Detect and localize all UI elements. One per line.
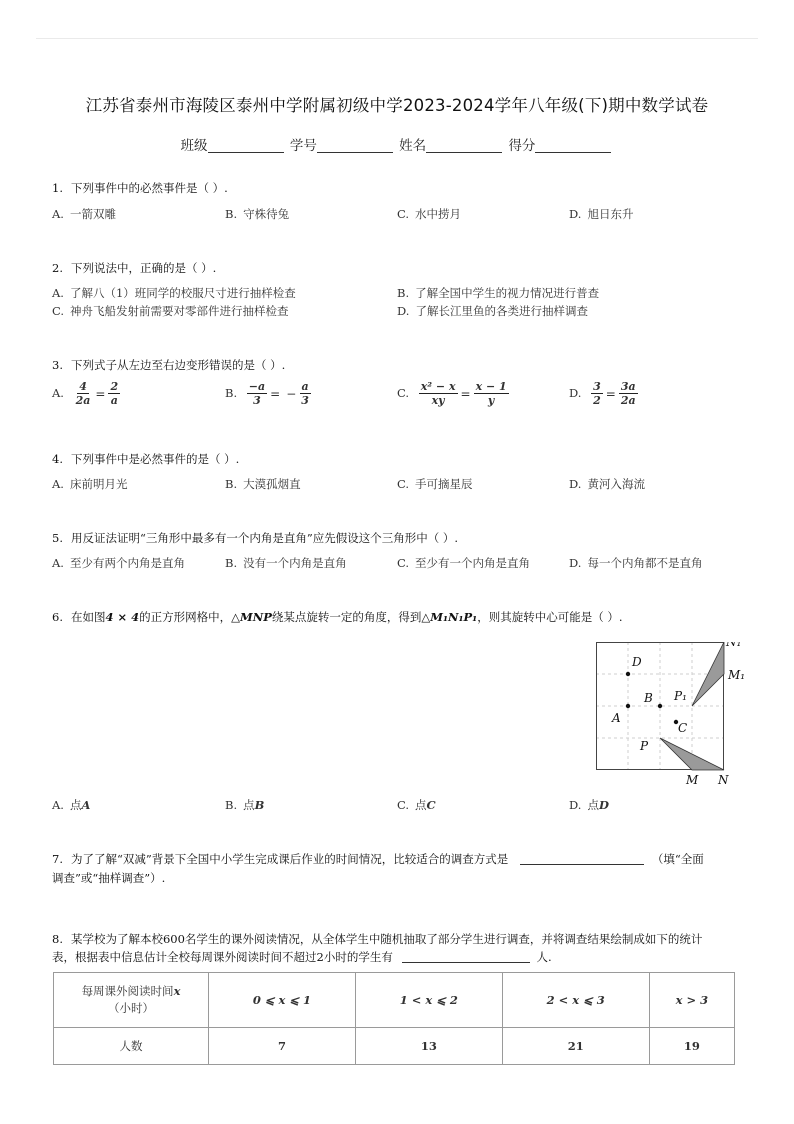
question-5-option-d[interactable]: D. 每一个内角都不是直角 xyxy=(569,556,703,570)
label-d: D xyxy=(632,655,642,669)
question-1-option-c[interactable]: C. 水中捞月 xyxy=(397,207,462,221)
question-2-option-c[interactable]: C. 神舟飞船发射前需要对零部件进行抽样检查 xyxy=(52,304,289,318)
table-header-cell: 1 < x ⩽ 2 xyxy=(355,973,502,1028)
question-1-option-b[interactable]: B. 守株待兔 xyxy=(225,207,290,221)
fraction: $\frac{4}{2a}$ xyxy=(75,380,91,407)
question-1-option-a[interactable]: A. 一箭双雕 xyxy=(52,207,116,221)
question-4-option-b[interactable]: B. 大漠孤烟直 xyxy=(225,477,301,491)
student-info-line xyxy=(0,134,794,154)
question-7-stem: 7. 为了了解“双减”背景下全国中小学生完成课后作业的时间情况，比较适合的调查方式是 （填“全面 xyxy=(52,852,704,866)
question-4-option-d[interactable]: D. 黄河入海流 xyxy=(569,477,645,491)
fraction: $\frac{3}{2}$ xyxy=(593,380,601,407)
label-m1: M₁ xyxy=(728,668,746,682)
question-6-option-c[interactable]: C. 点C xyxy=(397,798,436,812)
question-4-stem: 4. 下列事件中是必然事件的是（ ）. xyxy=(52,452,240,466)
question-5-option-a[interactable]: A. 至少有两个内角是直角 xyxy=(52,556,185,570)
table-row-label: 人数 xyxy=(54,1028,209,1065)
table-cell: 13 xyxy=(355,1028,502,1065)
table-cell: 19 xyxy=(649,1028,734,1065)
question-5-option-c[interactable]: C. 至少有一个内角是直角 xyxy=(397,556,531,570)
question-2-stem: 2. 下列说法中，正确的是（ ）. xyxy=(52,261,217,275)
table-cell: 21 xyxy=(502,1028,649,1065)
table-cell: 7 xyxy=(209,1028,356,1065)
point-d xyxy=(626,672,630,676)
label-m: M xyxy=(686,773,699,787)
label-n: N xyxy=(718,773,729,787)
triangle-mnp xyxy=(660,738,724,770)
question-3-option-a[interactable]: A. $\frac{4}{2a}$ = $\frac{2}{a}$ xyxy=(52,380,119,407)
question-6-option-a[interactable]: A. 点A xyxy=(52,798,91,812)
question-1-stem: 1. 下列事件中的必然事件是（ ）. xyxy=(52,181,228,195)
question-3-option-c[interactable]: C. $\frac{\text{x² − x}}{xy}$ = $\frac{x - 1}{y}$ xyxy=(397,380,507,407)
question-6-option-d[interactable]: D. 点D xyxy=(569,798,609,812)
question-6-option-b[interactable]: B. 点B xyxy=(225,798,265,812)
table-row xyxy=(54,1028,735,1065)
info-class-blank[interactable] xyxy=(208,138,284,153)
question-2-option-b[interactable]: B. 了解全国中学生的视力情况进行普查 xyxy=(397,286,600,300)
label-p1: P₁ xyxy=(674,689,687,703)
point-b xyxy=(658,704,662,708)
point-a xyxy=(626,704,630,708)
question-2-option-d[interactable]: D. 了解长江里鱼的各类进行抽样调查 xyxy=(397,304,588,318)
info-id-blank[interactable] xyxy=(317,138,393,153)
info-class-label: 班级 xyxy=(180,138,208,154)
table-header-row xyxy=(54,973,735,1028)
table-header-cell: 2 < x ⩽ 3 xyxy=(502,973,649,1028)
fraction: $\frac{-a}{3}$ xyxy=(248,380,266,407)
info-name-label: 姓名 xyxy=(399,138,427,154)
question-3-option-d[interactable]: D. $\frac{3}{2}$ = $\frac{3a}{2a}$ xyxy=(569,380,636,407)
label-p: P xyxy=(640,739,649,753)
question-1-option-d[interactable]: D. 旭日东升 xyxy=(569,207,634,221)
rotation-grid-figure xyxy=(596,642,756,794)
question-5-option-b[interactable]: B. 没有一个内角是直角 xyxy=(225,556,347,570)
label-b: B xyxy=(644,691,653,705)
fraction: $\frac{2}{a}$ xyxy=(110,380,119,407)
table-header-cell: x > 3 xyxy=(649,973,734,1028)
triangle-m1n1p1 xyxy=(692,642,724,706)
page-title: 江苏省泰州市海陵区泰州中学附属初级中学2023-2024学年八年级(下)期中数学试卷 xyxy=(85,96,709,115)
table-header-cell: 0 ⩽ x ⩽ 1 xyxy=(209,973,356,1028)
question-8-stem-cont: 表，根据表中信息估计全校每周课外阅读时间不超过2小时的学生有 人. xyxy=(52,950,552,964)
label-c: C xyxy=(678,721,688,735)
info-score-label: 得分 xyxy=(508,138,536,154)
question-5-stem: 5. 用反证法证明“三角形中最多有一个内角是直角”应先假设这个三角形中（ ）. xyxy=(52,531,459,545)
question-2-option-a[interactable]: A. 了解八（1）班同学的校服尺寸进行抽样检查 xyxy=(52,286,296,300)
reading-time-table xyxy=(53,972,735,1065)
question-3-option-b[interactable]: B. $\frac{-a}{3}$ = − $\frac{a}{3}$ xyxy=(225,380,309,407)
question-8-answer-blank[interactable] xyxy=(402,950,530,963)
question-4-option-a[interactable]: A. 床前明月光 xyxy=(52,477,128,491)
page-top-rule xyxy=(36,38,758,39)
info-name-blank[interactable] xyxy=(426,138,502,153)
question-7-answer-blank[interactable] xyxy=(520,852,644,865)
question-3-stem: 3. 下列式子从左边至右边变形错误的是（ ）. xyxy=(52,358,286,372)
fraction: $\frac{a}{3}$ xyxy=(301,380,309,407)
info-id-label: 学号 xyxy=(289,138,317,154)
question-8-stem: 8. 某学校为了解本校600名学生的课外阅读情况，从全体学生中随机抽取了部分学生进行调查，并将调查结果绘制成如下的统计 xyxy=(52,932,703,946)
info-score-blank[interactable] xyxy=(535,138,611,153)
grid-figure-svg xyxy=(596,642,756,790)
fraction: $\frac{x - 1}{y}$ xyxy=(475,380,507,407)
label-n1: N₁ xyxy=(726,642,742,649)
question-7-stem-cont: 调查”或“抽样调查”）. xyxy=(52,871,166,885)
table-header-cell: 每周课外阅读时间x（小时） xyxy=(54,973,209,1028)
fraction: $\frac{\text{x² − x}}{xy}$ xyxy=(420,380,456,407)
label-a: A xyxy=(612,711,621,725)
question-4-option-c[interactable]: C. 手可摘星辰 xyxy=(397,477,473,491)
fraction: $\frac{3a}{2a}$ xyxy=(620,380,636,407)
question-6-stem: 6. 在如图4 × 4的正方形网格中，△MNP绕某点旋转一定的角度，得到△M₁N₁P₁，则其旋转中心可能是（ ）. xyxy=(52,610,623,624)
